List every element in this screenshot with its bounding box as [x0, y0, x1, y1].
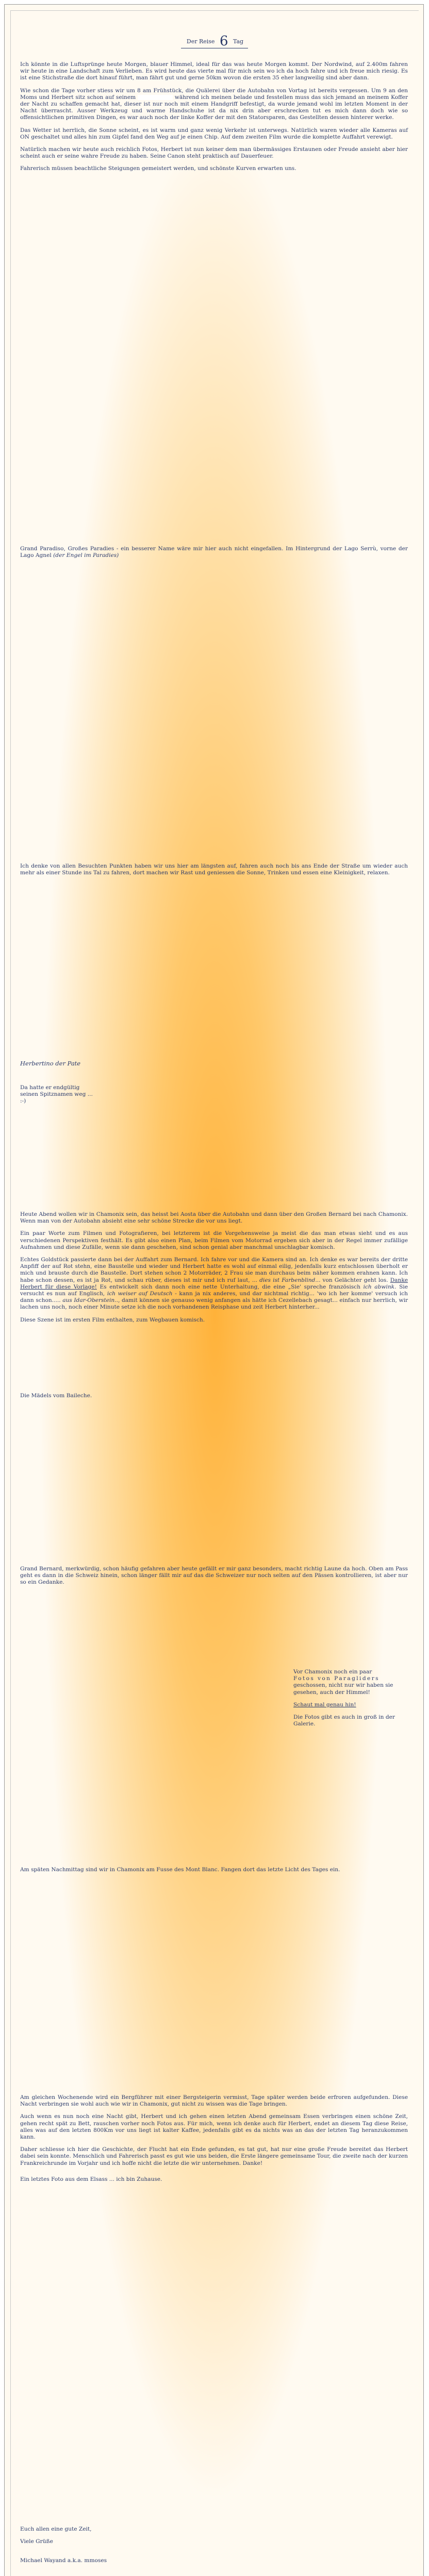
paraglider-line: geschossen, nicht nur wir haben sie gesehen, auch der Himmel!	[293, 1682, 393, 1696]
paraglider-note	[293, 1669, 407, 1727]
chamonix-paragraph	[20, 1257, 408, 1311]
mid-paragraph: Ich denke von allen Besuchten Punkten haben wir uns hier am längsten auf, fahren auch noch bis ans Ende der Straße um wieder auch mehr als einer Stunde ins Tal zu fahren, dort machen wir Rast und geniessen die Sonne, Trinken und essen eine Kleinigkeit, relaxen.	[20, 863, 408, 876]
chamonix-text	[20, 1211, 408, 1329]
thanks-link: Danke Herbert für diese Vorlage!	[20, 1277, 408, 1290]
quote-text: ... von Gelächter geht los.	[315, 1277, 388, 1283]
gallery-note: Die Fotos gibt es auch in groß in der Galerie.	[293, 1714, 395, 1727]
pair-caption: Da hatte er endgültig seinen Spitznamen weg ... :-)	[20, 1084, 93, 1105]
signature: Michael Wayand a.k.a. mmoses	[20, 2557, 107, 2564]
intro-paragraph	[20, 88, 408, 122]
page-canvas	[10, 10, 419, 2576]
look-closely-link: Schaut mal genau hin!	[293, 1701, 356, 1708]
closing-line: Euch allen eine gute Zeit,	[20, 2526, 92, 2532]
day-number: 6	[219, 33, 228, 49]
bernard-paragraph: Grand Bernard, merkwürdig, schon häufig gefahren aber heute gefällt er mir ganz besonders, macht richtig Laune da hoch. Oben am Pass geht es dann in die Schweiz hinein, schon länger fällt mir auf das die Schweizer nur noch selten auf den Pässen kontrollieren, ist aber nur so ein Gedanke.	[20, 1566, 408, 1586]
intro-paragraph: Ich könnte in die Luftsprünge heute Morgen, blauer Himmel, ideal für das was heute Morgen kommt. Der Nordwind, auf 2.400m fahren wir heute in eine Landschaft zum Verlieben. Es wird heute das vierte mal für mich sein wo ich da hoch fahre und ich freue mich riesig. Es ist eine Stichstraße die dort hinauf führt, man fährt gut und gerne 50km wovon die ersten 35 eher langweilig sind aber dann.	[20, 61, 408, 81]
quote-text: - kann ja nix anderes, und dar nichtmal richtig... 'wo ich her komme' versuch ich dann schon.....	[20, 1291, 408, 1304]
evening-note: Am späten Nachmittag sind wir in Chamonix am Fusse des Mont Blanc. Fangen dort das letzte Licht des Tages ein.	[20, 1867, 340, 1873]
chamonix-paragraph-part: Echtes Goldstück passierte dann bei der Auffahrt zum Bernard. Ich fahre vor und die Kamera sind an. Ich denke es war bereits der dritte Anpfiff der auf Rot stehn, eine Baustelle und wieder und Herbert hatte es wohl auf einmal eilig, jedenfalls kurz entschlossen überholt er mich und brauste durch die Baustelle. Dort stehen schon 2 Motorräder, 2 Frau sie man durchaus beim näher kommen erahnen kann. Ich habe schon dessen, es ist ja Rot, und schau rüber, dieses ist mir und ich ruf laut, ...	[20, 1257, 408, 1283]
intro-paragraph: Fahrerisch müssen beachtliche Steigungen gemeistert werden, und schönste Kurven erwarten uns.	[20, 165, 296, 172]
quote-italic: dies ist Farbenblind	[259, 1277, 316, 1283]
quote-italic: aus Idar-Oberstein	[62, 1297, 115, 1304]
intro-text	[20, 61, 408, 178]
paradise-caption-italic: (der Engel im Paradies)	[53, 552, 119, 559]
chamonix-paragraph: Heute Abend wollen wir in Chamonix sein, das heisst bei Aosta über die Autobahn und dann über den Großen Bernard bei nach Chamonix. Wenn man von der Autobahn absieht eine sehr schöne Strecke die vor uns liegt.	[20, 1211, 408, 1225]
weekend-text	[20, 2094, 408, 2189]
weekend-paragraph: Auch wenn es nun noch eine Nacht gibt, Herbert und ich gehen einen letzten Abend gemeinsam Essen verbringen einen schöne Zeit, gehen recht spät zu Bett, rauschen vorher noch Fotos aus. Für mich, wenn ich denke auch für Herbert, endet an diesem Tag diese Reise, alles was auf den letzten 800Km vor uns liegt ist kalter Kaffee, jedenfalls gibt es da nichts was an das der letzten Tag heranzukommen kann.	[20, 2113, 408, 2141]
quote-italic: ich weiser auf Deutsch	[107, 1291, 173, 1297]
chamonix-paragraph: Diese Szene ist im ersten Film enthalten, zum Wegbauen komisch.	[20, 1316, 205, 1323]
intro-paragraph-part: während ich meinen belade und fesstellen muss das sich jemand an meinem Koffer der Nacht zu schaffen gemacht hat, dieser ist nur noch mit einem Handgriff befestigt, da wurde jemand wohl im letzten Moment in der Nacht überrascht. Ausser Werkzeug und warme Handschuhe ist da nix drin aber erschrecken tut es mich dann doch wie so offensichtlichen primitiven Dingen, es war auch noch der linke Koffer der mit den Statorsparen, das Gestellten dessen hinterer werke.	[20, 94, 408, 121]
quote-text: . Sie versucht es nun auf Englisch,	[20, 1283, 408, 1297]
chamonix-paragraph: Ein paar Worte zum Filmen und Fotografieren, bei letzterem ist die Vorgehensweise ja meist die das man etwas sieht und es aus verschiedenen Perspektiven festhält. Es gibt also einen Plan, beim Filmen vom Motorrad ergeben sich aber in der Regel immer zufällige Aufnahmen und diese Zufälle, wenn sie dann geschehen, sind schon genial aber manchmal unschlagbar komisch.	[20, 1230, 408, 1250]
intro-paragraph: Das Wetter ist herrlich, die Sonne scheint, es ist warm und ganz wenig Verkehr ist unterwegs. Natürlich waren wieder alle Kameras auf ON geschaltet und alles hin zum Gipfel fand den Weg auf je einen Chip. Auf dem zweiten Film wurde die komplette Auffahrt verewigt.	[20, 127, 408, 140]
day-heading-prefix: Der Reise	[186, 38, 215, 45]
quote-text: Es entwickelt sich dann noch eine nette Unterhaltung, die eine „Sie' spreche französisch	[96, 1283, 360, 1290]
intro-paragraph-part: Wie schon die Tage vorher stiess wir um 8 am Frühstück, die Quälerei über die Autobahn von Vortag ist bereits vergessen. Um 9 an den Moms und Herbert sitz schon auf seinem	[20, 87, 408, 100]
quote-italic: ich abwink	[363, 1283, 395, 1290]
quote-text: .., damit können sie genauso wenig anfangen als hätte ich Cezellebach gesagt... einfach nur herrlich, wir lachen uns noch, noch einer Minute setze ich die noch vorhandenen Reisphase und zeit Herbert hinterher...	[20, 1297, 408, 1311]
highlighted-word	[138, 95, 173, 100]
paradise-caption	[20, 546, 408, 559]
weekend-paragraph: Am gleichen Wochenende wird ein Bergführer mit einer Bergsteigerin vermisst, Tage später werden beide erfroren aufgefunden. Diese Nacht verbringen sie wohl auch wie wir in Chamonix, gut nicht zu wissen was die Tage bringen.	[20, 2094, 408, 2108]
day-heading	[11, 33, 419, 49]
weekend-paragraph: Ein letztes Foto aus dem Elsass ... ich bin Zuhause.	[20, 2176, 162, 2182]
paraglider-line: Fotos von Paragliders	[293, 1675, 380, 1682]
weekend-paragraph: Daher schliesse ich hier die Geschichte, der Flucht hat ein Ende gefunden, es tat gut, hat nur eine große Freude bereitet das Herbert dabei sein konnte. Menschlich und Fahrerisch passt es gut wie uns beiden, die Erste längere gemeinsame Tour, die zweite nach der kurzen Frankreichrunde im Vorjahr und ich hoffe nicht die letzte die wir unternehmen. Danke!	[20, 2146, 408, 2166]
paraglider-line: Vor Chamonix noch ein paar	[293, 1669, 372, 1675]
closing	[20, 2526, 226, 2565]
intro-paragraph: Natürlich machen wir heute auch reichlich Fotos, Herbert ist nun keiner dem man übermässiges Erstaunen oder Freude ansieht aber hier scheint auch er seine wahre Freude zu haben. Seine Canon steht praktisch auf Dauerfeuer.	[20, 146, 408, 160]
section-title: Herbertino der Pate	[20, 1060, 81, 1067]
day-heading-suffix: Tag	[233, 38, 244, 45]
madels-caption: Die Mädels vom Baileche.	[20, 1393, 92, 1399]
paradise-caption-text: Grand Paradiso, Großes Paradies - ein besserer Name wäre mir hier auch nicht eingefallen. Im Hintergrund der Lago Serrù, vorne der Lago Agnel	[20, 546, 408, 559]
closing-line: Viele Grüße	[20, 2538, 53, 2545]
